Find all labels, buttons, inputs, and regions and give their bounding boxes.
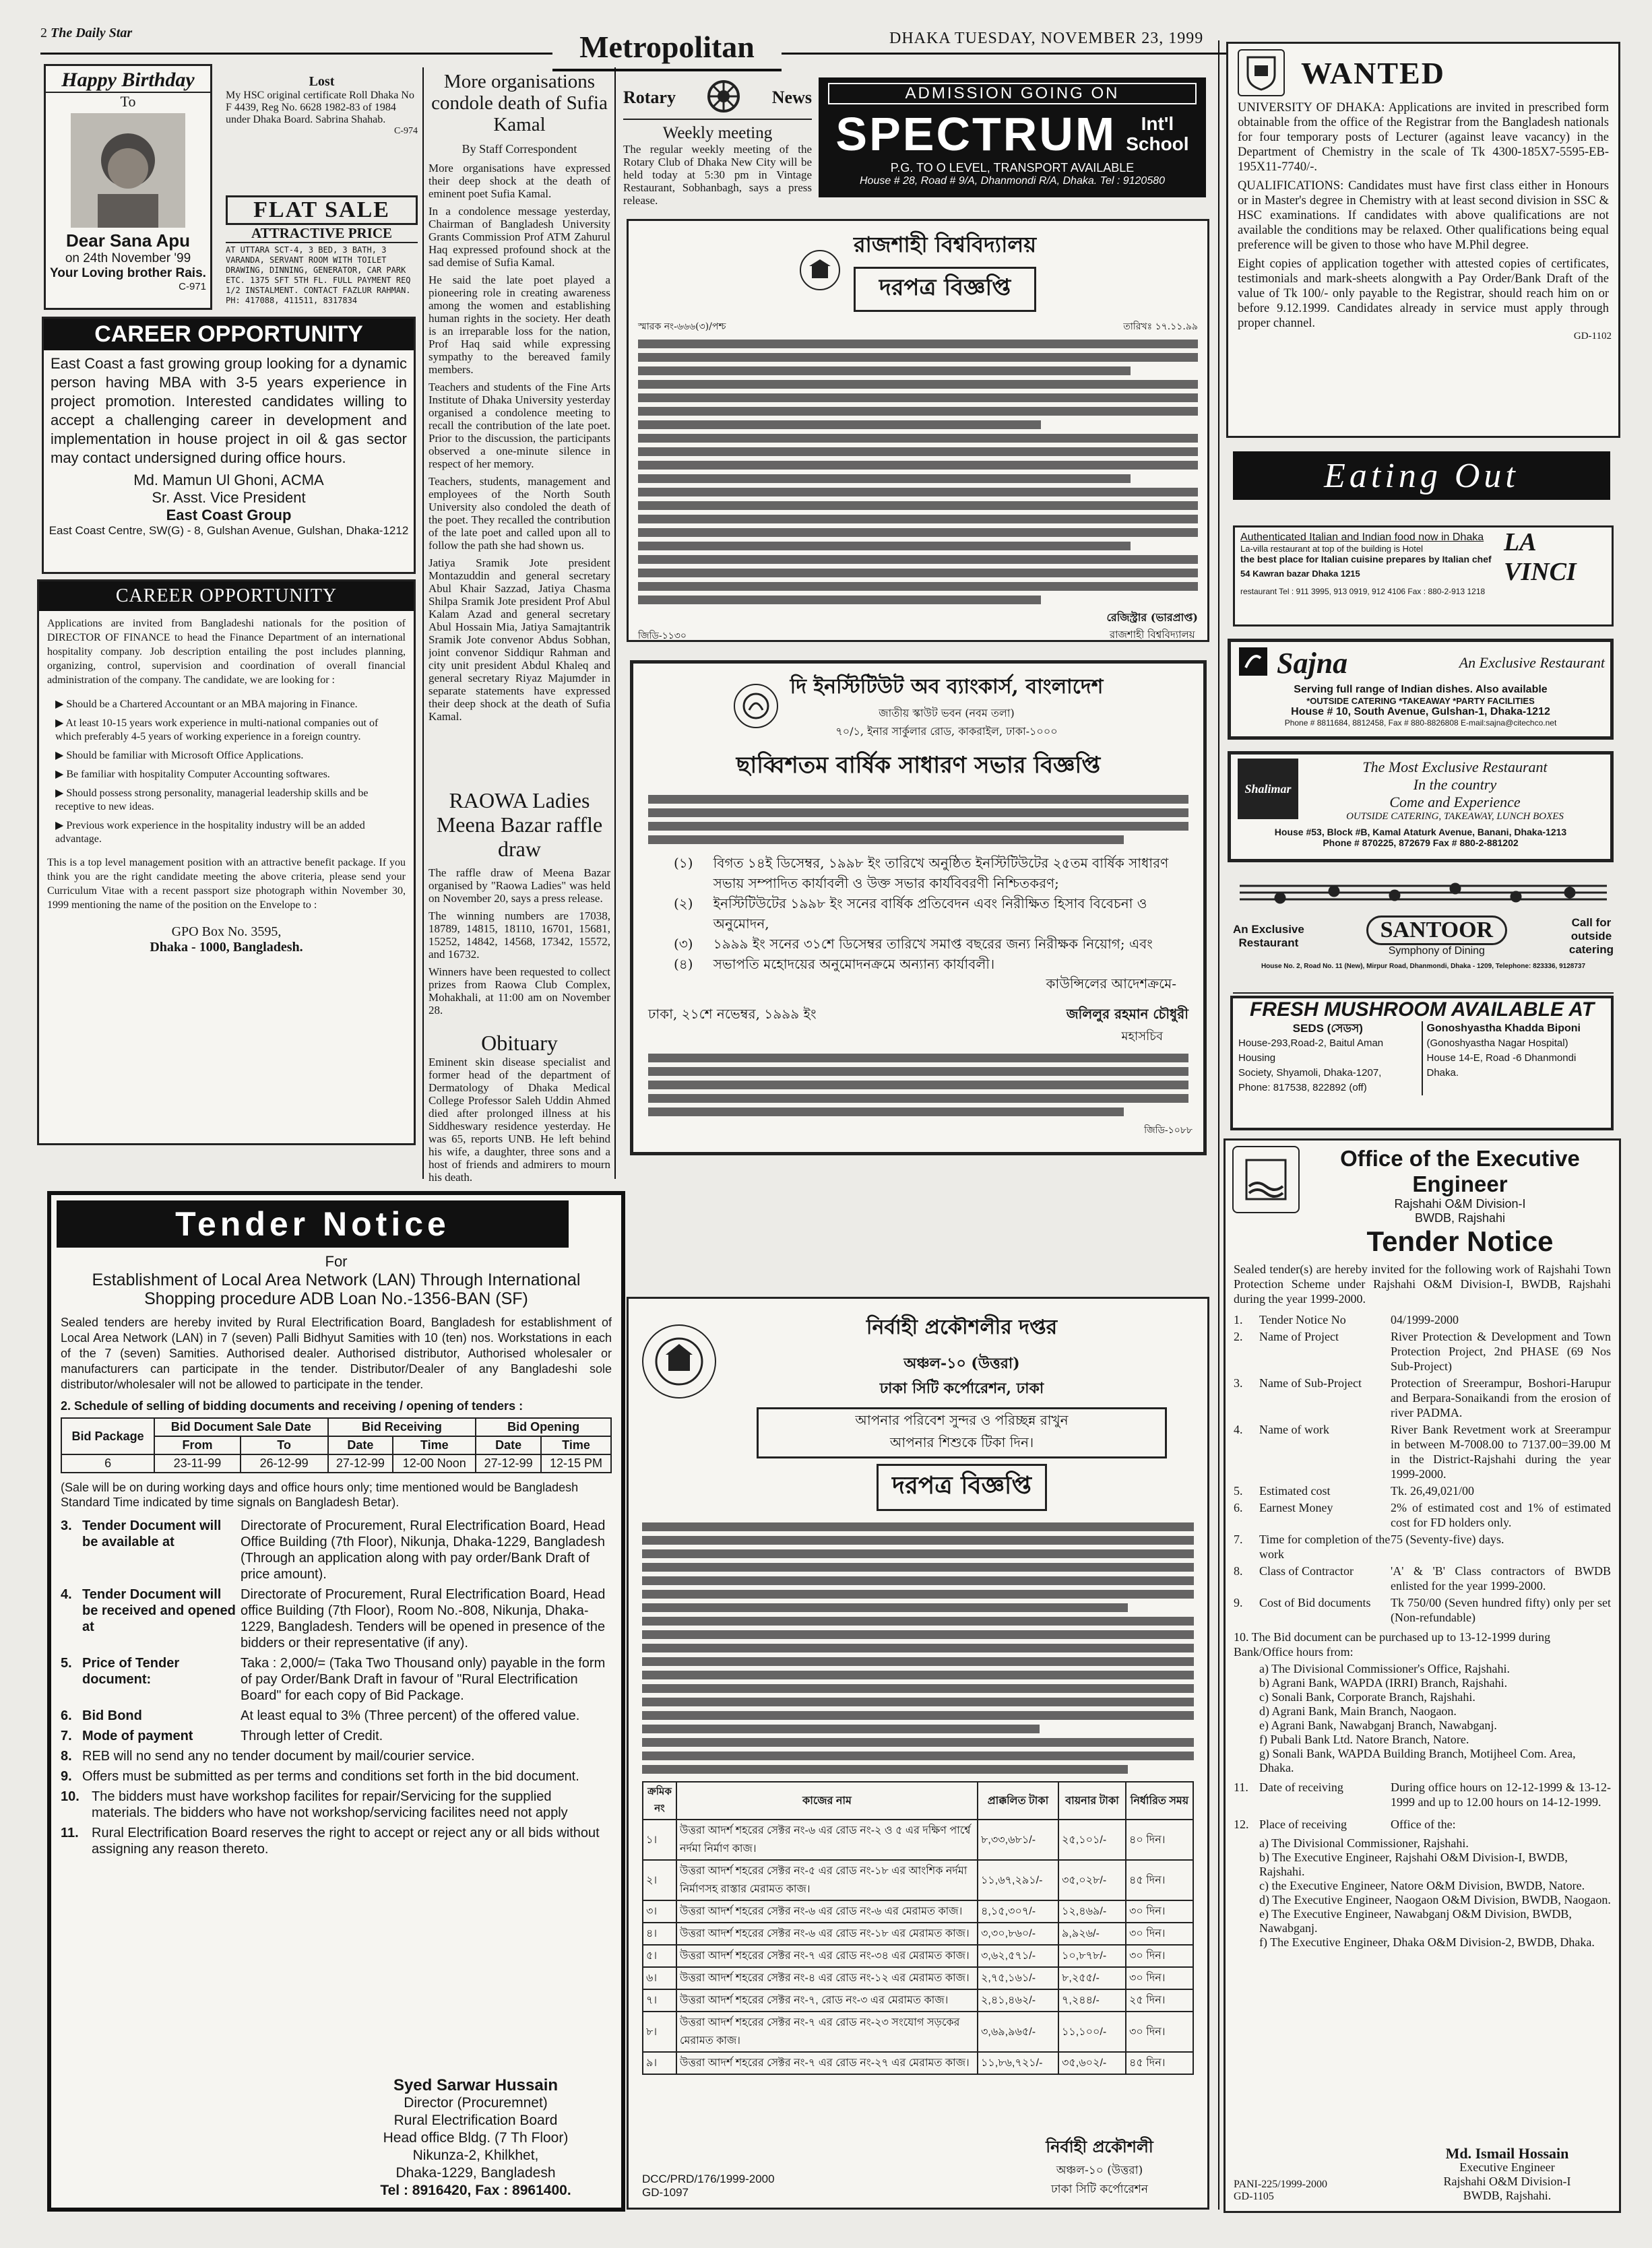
dcc-body-text [629, 1511, 1207, 1781]
purchase-point: e) Agrani Bank, Nawabganj Branch, Nawabganj. [1259, 1719, 1497, 1732]
career-finance-title: CAREER OPPORTUNITY [39, 581, 414, 611]
rajshahi-signer-org: রাজশাহী বিশ্ববিদ্যালয় [1109, 629, 1195, 641]
santoor-right3: catering [1568, 943, 1614, 956]
city-corporation-seal-icon [642, 1324, 716, 1399]
reb-item: 4. Tender Document will be received and opened at Directorate of Procurement, Rural Electrification Board, Head office Building (7th Floor), Room No.-808, Nikunja, Dhaka-1229, Bangladesh. Tenders will be opened in presence of the bidders or their representative (if any). [61, 1587, 606, 1650]
section-title: Metropolitan [552, 27, 782, 71]
mushroom-ad [1230, 996, 1614, 1130]
table-row: ৭। উত্তরা আদর্শ শহরের সেক্টর নং-৭, রোড নং-৩ এর মেরামত কাজ। ২,৪১,৪৬২/- ৭,২৪৪/- ২৫ দিন। [643, 1989, 1193, 2012]
table-row: ৯। উত্তরা আদর্শ শহরের সেক্টর নং-৭ এর রোড নং-২৭ এর মেরামত কাজ। ১১,৮৬,৭২১/- ৩৫,৬০২/- ৪৫ দিন। [643, 2052, 1193, 2074]
paper-name: The Daily Star [51, 27, 133, 40]
shalimar-line4: OUTSIDE CATERING, TAKEAWAY, LUNCH BOXES [1346, 811, 1564, 822]
bankers-code: জিডি-১০৮৮ [1144, 1125, 1193, 1136]
santoor-left2: Restaurant [1238, 936, 1299, 949]
santoor-tag: Symphony of Dining [1388, 945, 1485, 957]
lavinci-line3: the best place for Italian cuisine prepares by Italian chef [1240, 554, 1492, 565]
bwdb-code: GD-1105 [1234, 2191, 1274, 2202]
career-finance-city: Dhaka - 1000, Bangladesh. [150, 940, 303, 955]
bwdb-logo-icon [1232, 1146, 1300, 1213]
mushroom-col1-title: SEDS (সেডস) [1292, 1022, 1363, 1035]
dcc-tender-notice: নির্বাহী প্রকৌশলীর দপ্তর অঞ্চল-১০ (উত্তরা) ঢাকা সিটি কর্পোরেশন, ঢাকা আপনার পরিবেশ সুন্দর ও পরিচ্ছন্ন রাখুন আপনার শিশুকে টিকা দিন। দরপত্র বিজ্ঞপ্তি ক্রমিক নং কাজের নাম প্রাক্কলিত টাকা বায়নার টাকা নির্ধারিত সময় ১। উত্তরা আদর্শ শহরের সেক্টর নং-৬ এর রোড নং-২ ও ৫ এর দক্ষিণ পার্শ্বে নর্দমা নির্মাণ কাজ। ৮,৩৩,৬৮১/- ২৫,১০১/- ৪০ দিন। ২। উত্তরা আদর্শ শহরের সেক্টর নং-৫ এর রোড নং-১৮ এর আংশিক নর্দমা নির্মাণসহ রাস্তার মেরামত কাজ। ১১,৬৭,২৯১/- ৩৫,০২৮/- ৪৫ দিন। ৩। উত্তরা আদর্শ শহরের সেক্টর নং-৬ এর রোড নং-৬ এর মেরামত কাজ। ৪,১৫,৩০৭/- ১২,৪৬৯/- ৩০ দিন। ৪। উত্তরা আদর্শ শহরের সেক্টর নং-৬ এর রোড নং-১৮ এর মেরামত কাজ। ৩,৩০,৮৬০/- ৯,৯২৬/- ৩০ দিন। ৫। উত্তরা আদর্শ শহরের সেক্টর নং-৭ এর রোড নং-৩৪ এর মেরামত কাজ। ৩,৬২,৫৭১/- ১০,৮৭৮/- ৩০ দিন। ৬। উত্তরা আদর্শ শহরের সেক্টর নং-৪ এর রোড নং-১২ এর মেরামত কাজ। ২,৭৫,১৬১/- ৮,২৫৫/- ৩০ দিন। ৭। উত্তরা আদর্শ শহরের সেক্টর নং-৭, রোড নং-৩ এর মেরামত কাজ। ২,৪১,৪৬২/- ৭,২৪৪/- ২৫ দিন। ৮। উত্তরা আদর্শ শহরের সেক্টর নং-৭ এর রোড নং-২৩ সংযোগ সড়কের মেরামত কাজ। ৩,৬৯,৯৬৫/- ১১,১০০/- ৩০ দিন। ৯। উত্তরা আদর্শ শহরের সেক্টর নং-৭ এর রোড নং-২৭ এর মেরামত কাজ। ১১,৮৬,৭২১/- ৩৫,৬০২/- ৪৫ দিন। DCC/PRD/176/1999-2000 GD-1097 নির্বাহী প্রকৌশলী অঞ্চল-১০ (উত্তরা) ঢাকা সিটি কর্পোরেশন [627, 1297, 1209, 2210]
agenda-item: (২) ইনস্টিটিউটের ১৯৯৮ ইং সনের বার্ষিক প্রতিবেদন এবং নিরীক্ষিত হিসাব বিবেচনা ও অনুমোদন, [674, 895, 1147, 932]
reb-items [51, 1512, 621, 1863]
lavinci-phone: restaurant Tel : 911 3995, 913 0919, 912 4106 Fax : 880-2-913 1218 [1240, 587, 1486, 596]
article-paragraph: More organisations have expressed their deep shock at the death of eminent poet Sufia Kamal. [428, 162, 610, 200]
dcc-works-table [642, 1781, 1194, 2075]
bankers-footer-text [633, 1048, 1203, 1122]
bwdb-receiving-list [1226, 1836, 1619, 1950]
wanted-text1: UNIVERSITY OF DHAKA: Applications are invited in prescribed form obtainable from the office of the Registrar from the Bangladesh nationals for four temporary posts of Lecturer (against leave vacancy) in the Department of Chemistry in the scale of Tk 4300-185X7-5595-EB-195X11-7740/-. [1238, 101, 1609, 174]
dcc-signer: নির্বাহী প্রকৌশলী [1046, 2137, 1153, 2156]
bwdb-item: 8. Class of Contractor 'A' & 'B' Class contractors of BWDB enlisted for the year 1999-2000. [1234, 1564, 1611, 1593]
santoor-right1: Call for [1571, 916, 1612, 929]
sajna-line4: Phone # 8811684, 8812458, Fax # 880-8826808 E-mail:sajna@citechco.net [1284, 718, 1557, 728]
article-paragraph: Winners have been requested to collect prizes from Raowa Club Complex, Mohakhali, at 11:00 am on November 28. [428, 965, 610, 1017]
career-east-title: CAREER OPPORTUNITY [44, 319, 414, 350]
page-number: 2 [40, 27, 47, 40]
career-finance-ad [37, 579, 416, 1145]
mushroom-col1-line: Phone: 817538, 822892 (off) [1238, 1082, 1367, 1093]
bankers-date: ঢাকা, ২১শে নভেম্বর, ১৯৯৯ ইং [648, 1006, 817, 1022]
career-east-company: East Coast Group [166, 507, 292, 523]
bwdb-signer: Md. Ismail Hossain [1445, 2145, 1569, 2162]
reb-item: 8. REB will no send any no tender document by mail/courier service. [61, 1749, 475, 1764]
reb-item: 5. Price of Tender document: Taka : 2,000/= (Taka Two Thousand only) payable in the form of pay Order/Bank Draft in favour of "Rural Electrification Board" for each copy of Bid Package. [61, 1656, 606, 1703]
reb-schedule-table-wrap [51, 1413, 621, 1477]
bwdb-sub2: BWDB, Rajshahi [1414, 1211, 1506, 1225]
reb-item: 7. Mode of payment Through letter of Credit. [61, 1729, 383, 1743]
flat-sale-text: AT UTTARA SCT-4, 3 BED, 3 BATH, 3 VARANDA, SERVANT ROOM WITH TOILET DRAWING, DINNING, GENERATOR, CAR PARK ETC. 1375 SFT 5TH FL. FULL PAYMENT REQ 1/2 INSTALMENT. CONTACT FAZLUR RAHMAN. PH: 417088, 411511, 8317834 [226, 245, 411, 305]
shalimar-line5: House #53, Block #B, Kamal Ataturk Avenue, Banani, Dhaka-1213 [1274, 827, 1567, 837]
reb-subject: Establishment of Local Area Network (LAN) Through International Shopping procedure ADB Loan No.-1356-BAN (SF) [92, 1271, 581, 1308]
career-east-text: East Coast a fast growing group looking for a dynamic person having MBA with 3-5 years experience in project promotion. Interested candidates willing to accept a challenging career in development and implementation in house project in oil & gas sector may contact undersigned during office hours. [51, 355, 407, 466]
lavinci-line1: Authenticated Italian and Indian food now in Dhaka [1240, 532, 1484, 543]
career-east-designation: Sr. Asst. Vice President [152, 489, 306, 506]
eating-out-banner [1233, 451, 1610, 500]
bwdb-item: 3. Name of Sub-Project Protection of Sreerampur, Boshori-Harupur and Berpara-Sonaikandi from the erosion of river PADMA. [1234, 1376, 1611, 1419]
purchase-point: b) Agrani Bank, WAPDA (IRRI) Branch, Rajshahi. [1259, 1676, 1508, 1690]
table-header: Time [541, 1436, 611, 1454]
career-finance-closing: This is a top level management position with an attractive benefit package. If you think you are the right candidate meeting the above criteria, please send your Curriculum Vitae with a recent passport size photograph within November 30, 1999 mentioning the name of the position on the Envelope to : [47, 857, 406, 911]
mushroom-title: FRESH MUSHROOM AVAILABLE AT [1249, 998, 1595, 1021]
table-header: Bid Receiving [328, 1418, 476, 1436]
reb-schedule-title: 2. Schedule of selling of bidding documents and receiving / opening of tenders : [61, 1399, 523, 1413]
table-header: Bid Document Sale Date [154, 1418, 327, 1436]
receiving-point: d) The Executive Engineer, Naogaon O&M Division, BWDB, Naogaon. [1259, 1893, 1611, 1906]
reb-item: 3. Tender Document will be available at Directorate of Procurement, Rural Electrification Board, Head Office Building (7th Floor), Nikunja, Dhaka-1229, Bangladesh (Through an application along with pay order/Bank Draft of price amount). [61, 1518, 606, 1582]
dcc-works-table-wrap [629, 1781, 1207, 2075]
bankers-title: ছাব্বিশতম বার্ষিক সাধারণ সভার বিজ্ঞপ্তি [736, 752, 1101, 779]
rotary-wheel-icon [707, 79, 740, 116]
rajshahi-body-text [629, 340, 1207, 604]
reb-schedule-table [61, 1417, 612, 1473]
page-masthead-left [40, 27, 162, 47]
table-row: ৮। উত্তরা আদর্শ শহরের সেক্টর নং-৭ এর রোড নং-২৩ সংযোগ সড়কের মেরামত কাজ। ৩,৬৯,৯৬৫/- ১১,১০০/- ৩০ দিন। [643, 2012, 1193, 2052]
bwdb-title: Tender Notice [1366, 1225, 1554, 1257]
birthday-from: Your Loving brother Rais. [50, 266, 206, 280]
table-header: ক্রমিক নং [643, 1782, 676, 1820]
sajna-line3: House # 10, South Avenue, Gulshan-1, Dhaka-1212 [1291, 706, 1550, 717]
santoor-right2: outside [1570, 930, 1612, 942]
reb-title: Tender Notice [57, 1200, 569, 1248]
agenda-item: (৪) সভাপতি মহোদয়ের অনুমোদনক্রমে অন্যান্য কার্যাবলী। [674, 956, 995, 972]
bwdb-item: 1. Tender Notice No 04/1999-2000 [1234, 1313, 1459, 1326]
spectrum-ad [819, 77, 1206, 197]
spectrum-address: House # 28, Road # 9/A, Dhanmondi R/A, Dhaka. Tel : 9120580 [859, 175, 1166, 187]
bwdb-tender-notice [1224, 1138, 1621, 2213]
rotary-text: The regular weekly meeting of the Rotary Club of Dhaka New City will be held today at 5:30 pm in Vintage Restaurant, Sobhanbagh, says a press release. [623, 143, 812, 207]
bankers-intro [633, 786, 1203, 853]
career-east-signer: Md. Mamun Ul Ghoni, ACMA [133, 472, 324, 488]
sajna-line2: *OUTSIDE CATERING *TAKEAWAY *PARTY FACILITIES [1306, 696, 1535, 706]
article-paragraph: In a condolence message yesterday, Chairman of Bangladesh University Grants Commission Prof ATM Zahurul Haq expressed profound shock at the sad demise of Sufia Kamal. [428, 205, 610, 269]
lost-ad [226, 74, 418, 155]
shalimar-line1: The Most Exclusive Restaurant [1362, 759, 1548, 775]
reb-note: (Sale will be on during working days and office hours only; time mentioned would be Bangladesh Standard Time indicated by time signals on Bangladesh Betar). [61, 1481, 579, 1509]
bwdb-sub1: Rajshahi O&M Division-I [1394, 1197, 1526, 1211]
wanted-title: WANTED [1301, 55, 1445, 90]
rajshahi-signer: রেজিস্ট্রার (ভারপ্রাপ্ত) [1106, 611, 1198, 624]
sufia-kamal-article [428, 71, 610, 798]
dcc-ref: DCC/PRD/176/1999-2000 [642, 2173, 775, 2185]
bwdb-item11: 11. Date of receiving During office hours on 12-12-1999 & 13-12-1999 and up to 12.00 hours on 14-12-1999. [1234, 1780, 1611, 1809]
birthday-title: Happy Birthday [46, 69, 210, 93]
sajna-logo-icon [1236, 645, 1270, 681]
bwdb-item: 9. Cost of Bid documents Tk 750/00 (Seven hundred fifty) only per set (Non-refundable) [1234, 1596, 1611, 1624]
bankers-sub1: জাতীয় স্কাউট ভবন (নবম তলা) [879, 707, 1015, 719]
bankers-logo-icon [734, 684, 778, 728]
rajshahi-tender-notice [627, 219, 1209, 642]
requirement-item: ▶ At least 10-15 years work experience in multi-national companies out of which preferably 4-5 years of working experience in a foreign country. [55, 717, 379, 742]
reb-signature: Syed Sarwar Hussain Director (Procuremnet) Rural Electrification Board Head office Bldg. (7 Th Floor) Nikunza-2, Khilkhet, Dhaka-1229, Bangladesh Tel : 8916420, Fax : 8961400. [348, 2077, 604, 2199]
reb-item: 11. Rural Electrification Board reserves the right to accept or reject any or all bids without assigning any reason thereto. [61, 1826, 600, 1857]
dcc-code: GD-1097 [642, 2186, 689, 2199]
purchase-point: d) Agrani Bank, Main Branch, Naogaon. [1259, 1704, 1457, 1718]
spectrum-side2: School [1126, 133, 1189, 154]
obituary-article [428, 1031, 610, 1186]
rotary-header [623, 79, 812, 120]
bankers-signer-title: মহাসচিব [1121, 1029, 1163, 1043]
birthday-to: To [120, 93, 136, 110]
sufia-headline: More organisations condole death of Sufia Kamal [431, 71, 608, 135]
shalimar-line2: In the country [1413, 776, 1497, 793]
receiving-point: e) The Executive Engineer, Nawabganj O&M Division, BWDB, Nawabganj. [1259, 1907, 1572, 1935]
dcc-office: নির্বাহী প্রকৌশলীর দপ্তর [866, 1316, 1058, 1339]
receiving-point: c) the Executive Engineer, Natore O&M Division, BWDB, Natore. [1259, 1879, 1585, 1892]
bankers-agenda [633, 853, 1203, 974]
table-header: নির্ধারিত সময় [1126, 1782, 1193, 1820]
rotary-headline: Weekly meeting [662, 124, 773, 142]
lavinci-logo: LA VINCI [1504, 528, 1577, 586]
lavinci-line2: La-villa restaurant at top of the building is Hotel [1240, 544, 1423, 554]
bwdb-item: 7. Time for completion of the work 75 (Seventy-five) days. [1234, 1533, 1504, 1561]
sajna-line1: Serving full range of Indian dishes. Also available [1294, 684, 1548, 695]
bwdb-intro: Sealed tender(s) are hereby invited for the following work of Rajshahi Town Protection Scheme under Rajshahi O&M Division-I, BWDB, Rajshahi during the year 1999-2000. [1234, 1262, 1611, 1306]
requirement-item: ▶ Be familiar with hospitality Computer Accounting softwares. [55, 769, 330, 780]
article-paragraph: Teachers and students of the Fine Arts Institute of Dhaka University yesterday organised a condolence meeting to recall the contribution of the late poet. Prior to the discussion, the participants observed a one-minute silence in respect of her memory. [428, 381, 610, 470]
reb-signer: Syed Sarwar Hussain [393, 2076, 559, 2094]
table-header: From [154, 1436, 241, 1454]
receiving-point: f) The Executive Engineer, Dhaka O&M Division-2, BWDB, Dhaka. [1259, 1935, 1595, 1949]
purchase-point: g) Sonali Bank, WAPDA Building Branch, Motijheel Com. Area, Dhaka. [1259, 1747, 1576, 1774]
table-row: ৬। উত্তরা আদর্শ শহরের সেক্টর নং-৪ এর রোড নং-১২ এর মেরামত কাজ। ২,৭৫,১৬১/- ৮,২৫৫/- ৩০ দিন। [643, 1967, 1193, 1989]
obituary-text: Eminent skin disease specialist and former head of the department of Dermatology of Dhaka Medical College Professor Saleh Uddin Ahmed died after prolonged illness at his Siddheswary residence yesterday. He was 65, reports UNB. He left behind his wife, a daughter, three sons and a host of friends and admirers to mourn his death. [428, 1056, 610, 1184]
table-row: ৩। উত্তরা আদর্শ শহরের সেক্টর নং-৬ এর রোড নং-৬ এর মেরামত কাজ। ৪,১৫,৩০৭/- ১২,৪৬৯/- ৩০ দিন। [643, 1900, 1193, 1923]
article-paragraph: He said the late poet played a pioneering role in creating awareness among the women and establishing human rights in the society. Her death is an irreparable loss for the nation, Prof Haq said while expressing sympathy to the bereaved family members. [428, 274, 610, 376]
birthday-date: on 24th November '99 [65, 251, 191, 265]
table-header: Date [328, 1436, 393, 1454]
santoor-ad [1233, 872, 1614, 994]
rotary-news [623, 79, 812, 224]
obituary-headline: Obituary [481, 1031, 558, 1055]
bwdb-item: 6. Earnest Money 2% of estimated cost and 1% of estimated cost for FD holders only. [1234, 1501, 1611, 1529]
shalimar-ad [1228, 751, 1614, 862]
purchase-point: a) The Divisional Commissioner's Office, Rajshahi. [1259, 1662, 1511, 1675]
sajna-ad [1228, 639, 1614, 740]
agenda-item: (১) বিগত ১৪ই ডিসেম্বর, ১৯৯৮ ইং তারিখে অনুষ্ঠিত ইনস্টিটিউটের ২৫তম বার্ষিক সাধারণ সভায় সম্পাদিত কার্যাবলী ও উক্ত সভার কার্যবিবরণী নিশ্চিতকরণ; [674, 855, 1169, 891]
lavinci-ad [1233, 525, 1614, 627]
rajshahi-date: তারিখঃ ১৭.১১.৯৯ [1123, 321, 1198, 332]
article-paragraph: Jatiya Sramik Jote president Montazuddin and general secretary Abul Khair Sazzad, Jatiya Chasma Shilpa Sramik Jote president Prof Abul Kalam Azad and general secretary Abul Hossain Mia, Jatiya Samajtantrik Sramik Jote convenor Abdus Sobhan, joint convenor Siddiqur Rahman and city unit president Abdul Khaleq and general secretary Riyaz Majumder in separate statements have expressed their deep shock at the death of Sufia Kamal. [428, 556, 610, 723]
flat-sale-ad [226, 195, 418, 313]
bankers-sub2: ৭০/১, ইনার সার্কুলার রোড, কাকরাইল, ঢাকা-১০০০ [835, 725, 1058, 738]
rajshahi-name: রাজশাহী বিশ্ববিদ্যালয় [853, 232, 1037, 257]
bankers-signer: জলিলুর রহমান চৌধুরী [1066, 1006, 1188, 1022]
santoor-music-notes-icon [1233, 872, 1614, 916]
bwdb-ref: PANI-225/1999-2000 [1234, 2179, 1327, 2190]
article-paragraph: The raffle draw of Meena Bazar organised by "Raowa Ladies" was held on November 20, says a press release. [428, 866, 610, 905]
spectrum-name: SPECTRUM [835, 108, 1117, 160]
mushroom-col2-title: Gonoshyastha Khadda Biponi [1426, 1023, 1581, 1034]
sufia-byline: By Staff Correspondent [462, 142, 577, 156]
university-crest-icon [1238, 49, 1285, 96]
birthday-code: C-971 [179, 281, 206, 292]
birthday-name: Dear Sana Apu [66, 230, 190, 251]
article-paragraph: Teachers, students, management and employees of the North South University also condoled the death of the poet. They recalled the contribution of the late poet and called upon all to follow the path she had shown us. [428, 475, 610, 552]
rajshahi-memo: স্মারক নং-৬৬৬(৩)/পশ্চ [638, 321, 726, 332]
table-header: Time [393, 1436, 476, 1454]
rotary-title-right: News [771, 88, 812, 107]
lost-title: Lost [309, 74, 335, 89]
spectrum-line: P.G. TO O LEVEL, TRANSPORT AVAILABLE [890, 161, 1135, 174]
dcc-slogan2: আপনার শিশুকে টিকা দিন। [889, 1434, 1034, 1450]
dateline: DHAKA TUESDAY, NOVEMBER 23, 1999 [889, 30, 1204, 47]
university-seal-icon [800, 250, 840, 290]
raowa-headline: RAOWA Ladies Meena Bazar raffle draw [436, 788, 603, 861]
career-east-address: East Coast Centre, SW(G) - 8, Gulshan Avenue, Gulshan, Dhaka-1212 [49, 524, 409, 537]
rajshahi-title: দরপত্র বিজ্ঞপ্তি [854, 267, 1036, 312]
agenda-item: (৩) ১৯৯৯ ইং সনের ৩১শে ডিসেম্বর তারিখে সমাপ্ত বছরের জন্য নিরীক্ষক নিয়োগ; এবং [674, 936, 1153, 952]
receiving-point: a) The Divisional Commissioner, Rajshahi. [1259, 1836, 1469, 1850]
mushroom-col2-line: House 14-E, Road -6 Dhanmondi [1426, 1052, 1577, 1064]
table-row: ২। উত্তরা আদর্শ শহরের সেক্টর নং-৫ এর রোড নং-১৮ এর আংশিক নর্দমা নির্মাণসহ রাস্তার মেরামত কাজ। ১১,৬৭,২৯১/- ৩৫,০২৮/- ৪৫ দিন। [643, 1860, 1193, 1900]
spectrum-top: ADMISSION GOING ON [828, 83, 1197, 104]
table-header: প্রাক্কলিত টাকা [978, 1782, 1058, 1820]
bankers-council: কাউন্সিলের আদেশক্রমে- [1046, 975, 1176, 992]
mushroom-col2-line: Dhaka. [1426, 1067, 1459, 1079]
birthday-photo [71, 113, 185, 228]
reb-item: 9. Offers must be submitted as per terms and conditions set forth in the bid document. [61, 1769, 579, 1784]
career-east-coast-ad [42, 317, 416, 574]
eating-out-title: Eating Out [1324, 456, 1519, 495]
table-header: Bid Package [61, 1418, 154, 1454]
spectrum-side1: Int'l [1141, 113, 1174, 134]
santoor-left1: An Exclusive [1233, 923, 1304, 936]
reb-for: For [325, 1253, 348, 1270]
shalimar-line3: Come and Experience [1389, 794, 1521, 810]
bankers-name: দি ইনস্টিটিউট অব ব্যাংকার্স, বাংলাদেশ [790, 675, 1104, 699]
table-row: 6 23-11-99 26-12-99 27-12-99 12-00 Noon 27-12-99 12-15 PM [61, 1454, 611, 1473]
reb-item: 6. Bid Bond At least equal to 3% (Three percent) of the offered value. [61, 1708, 580, 1723]
bwdb-office: Office of the Executive Engineer [1340, 1146, 1580, 1196]
table-header: To [241, 1436, 328, 1454]
bwdb-item: 5. Estimated cost Tk. 26,49,021/00 [1234, 1484, 1474, 1498]
lavinci-address: 54 Kawran bazar Dhaka 1215 [1240, 569, 1360, 579]
bwdb-item12: 12. Place of receiving Office of the: [1234, 1818, 1456, 1831]
lost-code: C-974 [394, 126, 418, 136]
career-finance-list [39, 698, 414, 846]
rotary-title-left: Rotary [623, 88, 676, 107]
table-row: ৪। উত্তরা আদর্শ শহরের সেক্টর নং-৬ এর রোড নং-১৮ এর মেরামত কাজ। ৩,৩০,৮৬০/- ৯,৯২৬/- ৩০ দিন। [643, 1923, 1193, 1945]
dcc-org: ঢাকা সিটি কর্পোরেশন, ঢাকা [879, 1380, 1044, 1397]
mushroom-col1-line: Society, Shyamoli, Dhaka-1207, [1238, 1067, 1382, 1079]
table-header: কাজের নাম [676, 1782, 978, 1820]
sajna-name: Sajna [1277, 646, 1348, 680]
bwdb-item: 2. Name of Project River Protection & Development and Town Protection Project, 2nd PHASE (69 Nos Sub-Project) [1234, 1330, 1611, 1373]
shalimar-line6: Phone # 870225, 872679 Fax # 880-2-881202 [1323, 837, 1519, 848]
article-paragraph: The winning numbers are 17038, 18789, 14815, 18110, 16701, 15681, 15252, 14842, 14568, 17342, 15572, and 16732. [428, 909, 610, 961]
reb-intro: Sealed tenders are hereby invited by Rural Electrification Board, Bangladesh for establishment of Local Area Network (LAN) in 7 (seven) Palli Bidhyut Samities with 10 (ten) nos. Workstations in each of the 7 (seven) Samities. Authorised dealer. Authorised distributor, Authorised wholesaler or manufacturers can participate in the tender. Distributor/Dealer of any Bangladeshi sole distributor/wholesaler will not be allowed to participate in the tender. [61, 1316, 612, 1391]
birthday-ad [44, 64, 212, 310]
requirement-item: ▶ Should be familiar with Microsoft Office Applications. [55, 750, 304, 761]
reb-item: 10. The bidders must have workshop facilites for repair/Servicing for the supplied materials. The bidders who have not workshop/servicing facilites need not apply [61, 1789, 568, 1820]
purchase-point: f) Pubali Bank Ltd. Natore Branch, Natore. [1259, 1733, 1469, 1746]
lost-text: My HSC original certificate Roll Dhaka No F 4439, Reg No. 6628 1982-83 of 1984 under Dhaka Board. Sabrina Shahab. [226, 90, 414, 125]
raowa-article [428, 788, 610, 1037]
career-finance-intro: Applications are invited from Bangladeshi nationals for the position of DIRECTOR OF FINANCE to head the Finance Department of an international hospitality company. Job description entailing the post includes planning, organizing, control, supervision and coordination of overall financial administration of the company. The candidate, we are looking for : [47, 618, 406, 686]
sajna-tag: An Exclusive Restaurant [1459, 654, 1605, 671]
dcc-title: দরপত্র বিজ্ঞপ্তি [877, 1464, 1047, 1511]
receiving-point: b) The Executive Engineer, Rajshahi O&M Division-I, BWDB, Rajshahi. [1259, 1851, 1568, 1878]
mushroom-col1-line: House-293,Road-2, Baitul Aman Housing [1238, 1037, 1384, 1064]
santoor-address: House No. 2, Road No. 11 (New), Mirpur Road, Dhanmondi, Dhaka - 1209, Telephone: 823336, 9128737 [1261, 963, 1586, 970]
dcc-slogan1: আপনার পরিবেশ সুন্দর ও পরিচ্ছন্ন রাখুন [855, 1412, 1069, 1428]
bankers-agm-notice [630, 660, 1207, 1155]
bwdb-purchase-list [1226, 1662, 1619, 1775]
table-header: Date [476, 1436, 541, 1454]
table-header: বায়নার টাকা [1058, 1782, 1126, 1820]
requirement-item: ▶ Previous work experience in the hospitality industry will be an added advantage. [55, 820, 365, 845]
wanted-text3: Eight copies of application together with attested copies of certificates, testimonials and mark-sheets alongwith a Pay Order/Bank Draft of the value of Tk 100/- only payable to the Registrar, should reach him on or before 9.12.1999. Candidates already in service must apply through proper channel. [1238, 257, 1609, 330]
wanted-text2: QUALIFICATIONS: Candidates must have first class either in Honours or in Master's degree in Chemistry with at least second division in SSC & HSC examinations. If candidates with above qualifications are not available the conditions may be relaxed. Other qualifications being equal preference will be given to those who have M.Phil degree. [1238, 179, 1609, 252]
wanted-ad [1226, 42, 1620, 438]
flat-sale-title: FLAT SALE [226, 195, 418, 225]
rajshahi-code: জিডি-১১৩০ [638, 631, 687, 641]
dcc-zone: অঞ্চল-১০ (উত্তরা) [903, 1355, 1020, 1372]
mushroom-col2-line: (Gonoshyastha Nagar Hospital) [1426, 1037, 1568, 1049]
bwdb-signature: Md. Ismail Hossain Executive Engineer Rajshahi O&M Division-I BWDB, Rajshahi. [1406, 2146, 1608, 2203]
career-finance-box: GPO Box No. 3595, [171, 924, 282, 939]
table-header: Bid Opening [476, 1418, 611, 1436]
bwdb-item10: 10. The Bid document can be purchased up to 13-12-1999 during Bank/Office hours from: [1234, 1630, 1551, 1659]
bwdb-item: 4. Name of work River Bank Revetment work at Sreerampur in between M-7008.00 to 7137.00=39.00 M in the District-Rajshahi during the year 1999-2000. [1234, 1423, 1611, 1481]
wanted-code: GD-1102 [1573, 331, 1612, 342]
flat-sale-subtitle: ATTRACTIVE PRICE [226, 225, 418, 243]
reb-tender-notice [47, 1191, 625, 2212]
table-row: ১। উত্তরা আদর্শ শহরের সেক্টর নং-৬ এর রোড নং-২ ও ৫ এর দক্ষিণ পার্শ্বে নর্দমা নির্মাণ কাজ। ৮,৩৩,৬৮১/- ২৫,১০১/- ৪০ দিন। [643, 1820, 1193, 1860]
santoor-name: SANTOOR [1366, 916, 1508, 945]
requirement-item: ▶ Should possess strong personality, managerial leadership skills and be receptive to new ideas. [55, 788, 369, 812]
shalimar-logo: Shalimar [1238, 759, 1298, 819]
bwdb-items [1226, 1312, 1619, 1625]
purchase-point: c) Sonali Bank, Corporate Branch, Rajshahi. [1259, 1690, 1475, 1704]
requirement-item: ▶ Should be a Chartered Accountant or an MBA majoring in Finance. [55, 699, 358, 710]
table-row: ৫। উত্তরা আদর্শ শহরের সেক্টর নং-৭ এর রোড নং-৩৪ এর মেরামত কাজ। ৩,৬২,৫৭১/- ১০,৮৭৮/- ৩০ দিন। [643, 1945, 1193, 1967]
